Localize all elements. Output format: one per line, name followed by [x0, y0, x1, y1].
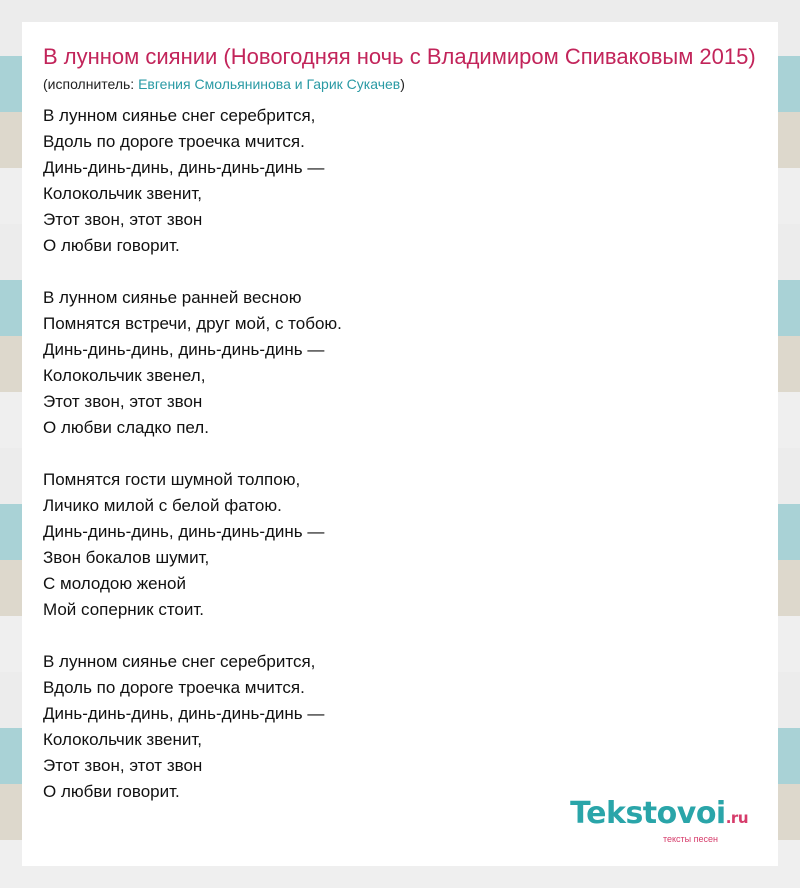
- stanza: [43, 649, 758, 805]
- lyric-line: Колокольчик звенит,: [43, 184, 203, 203]
- performer-suffix: ): [400, 76, 405, 92]
- lyric-line: Вдоль по дороге троечка мчится.: [43, 678, 305, 697]
- lyric-line: О любви говорит.: [43, 782, 180, 801]
- song-title: В лунном сиянии (Новогодняя ночь с Владимиром Спиваковым 2015): [43, 44, 756, 69]
- lyric-line: Личико милой с белой фатою.: [43, 496, 282, 515]
- site-logo-name: Tekstovoi: [570, 796, 726, 831]
- lyric-line: Динь-динь-динь, динь-динь-динь —: [43, 340, 325, 359]
- lyric-line: С молодою женой: [43, 574, 186, 593]
- performer-link[interactable]: Евгения Смольянинова и Гарик Сукачев: [138, 76, 401, 92]
- performer-prefix: (исполнитель:: [43, 76, 139, 92]
- lyric-line: Динь-динь-динь, динь-динь-динь —: [43, 158, 325, 177]
- lyric-line: В лунном сиянье ранней весною: [43, 288, 302, 307]
- lyric-line: Динь-динь-динь, динь-динь-динь —: [43, 522, 325, 541]
- lyric-line: О любви сладко пел.: [43, 418, 209, 437]
- stanza: [43, 467, 758, 623]
- lyric-line: Этот звон, этот звон: [43, 756, 203, 775]
- stanza: [43, 285, 758, 441]
- lyric-line: Колокольчик звенел,: [43, 366, 206, 385]
- lyric-line: Помнятся встречи, друг мой, с тобою.: [43, 314, 342, 333]
- lyric-line: В лунном сиянье снег серебрится,: [43, 106, 316, 125]
- stanza: [43, 103, 758, 259]
- lyrics-body: [43, 103, 758, 805]
- site-logo-tld: .ru: [725, 809, 748, 827]
- lyric-line: Вдоль по дороге троечка мчится.: [43, 132, 305, 151]
- lyric-line: Этот звон, этот звон: [43, 392, 203, 411]
- lyric-line: Помнятся гости шумной толпою,: [43, 470, 301, 489]
- lyric-line: В лунном сиянье снег серебрится,: [43, 652, 316, 671]
- lyric-line: О любви говорит.: [43, 236, 180, 255]
- site-logo-wordmark: [570, 798, 748, 834]
- site-logo-tagline: тексты песен: [662, 834, 718, 844]
- lyric-line: Звон бокалов шумит,: [43, 548, 210, 567]
- lyrics-card: [22, 22, 778, 866]
- lyric-line: Этот звон, этот звон: [43, 210, 203, 229]
- performer-line: [43, 75, 758, 93]
- lyric-line: Колокольчик звенит,: [43, 730, 203, 749]
- lyric-line: Мой соперник стоит.: [43, 600, 205, 619]
- site-logo: [570, 798, 748, 844]
- lyric-line: Динь-динь-динь, динь-динь-динь —: [43, 704, 325, 723]
